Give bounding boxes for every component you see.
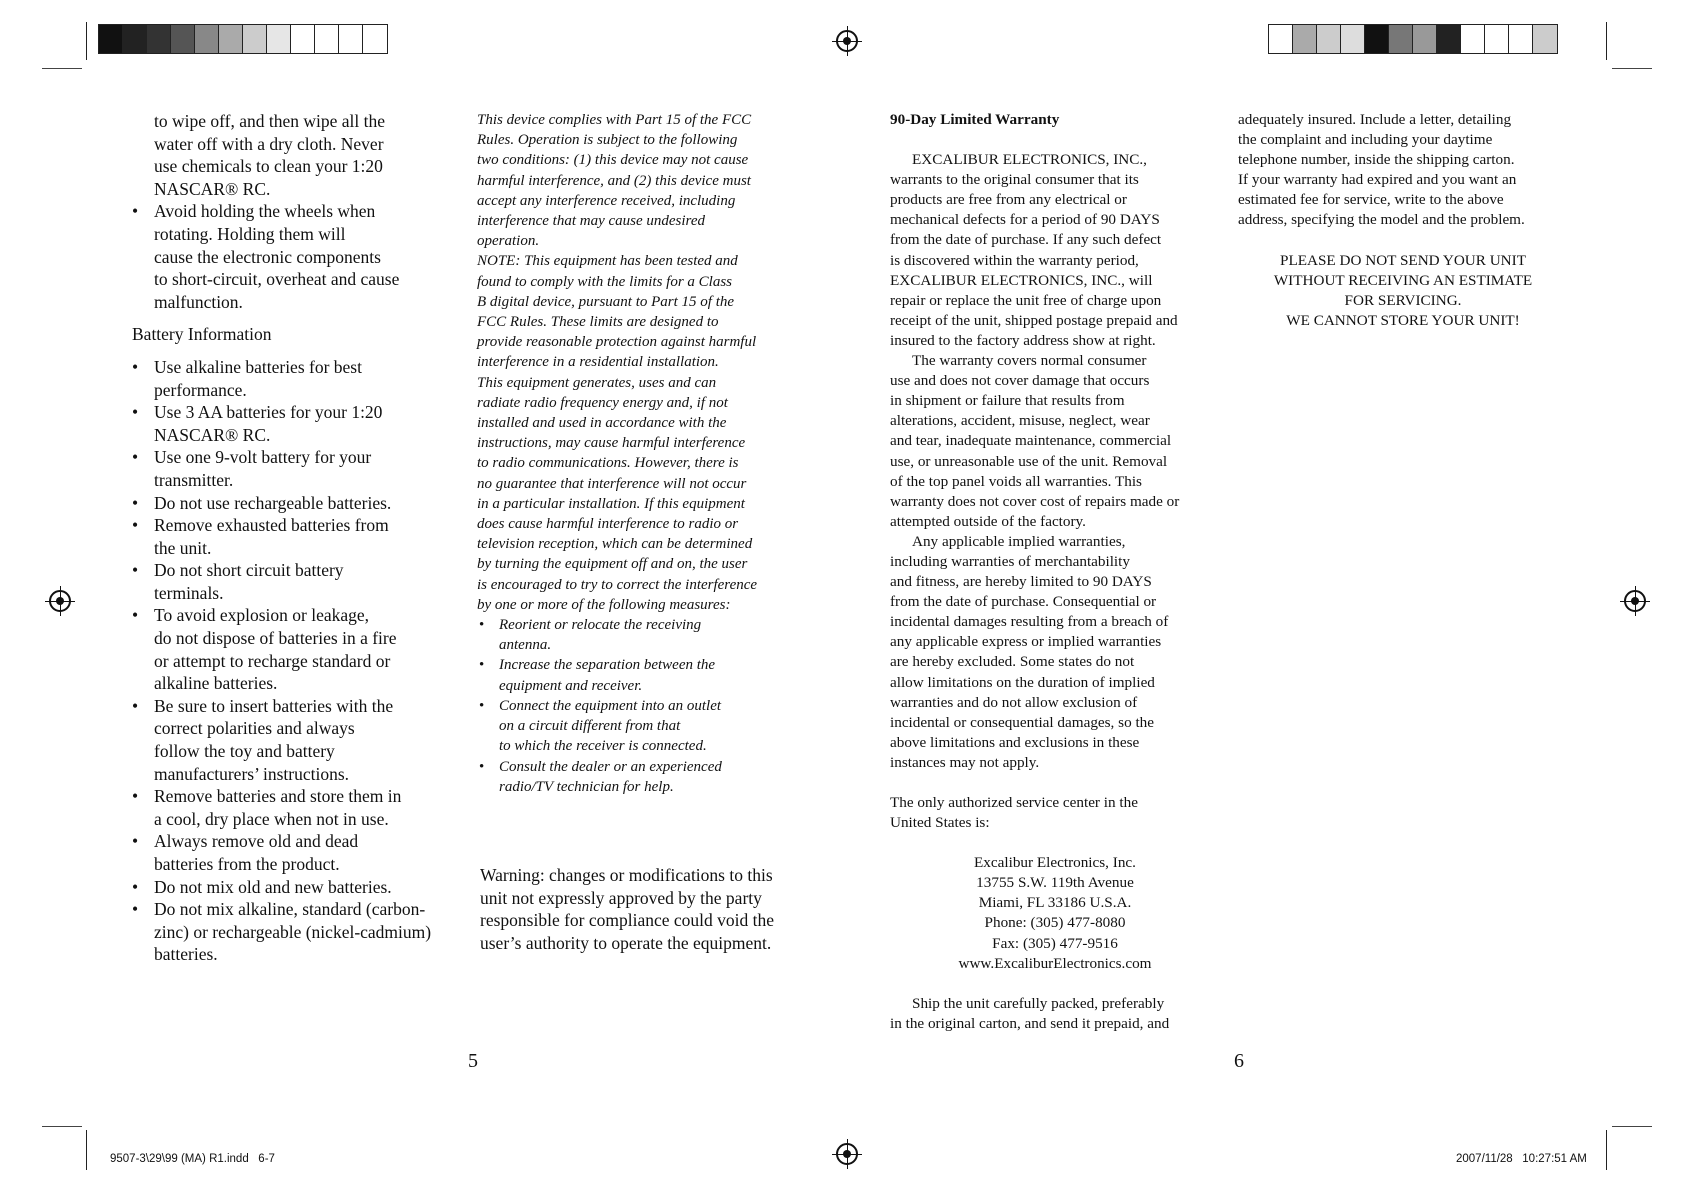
line: • Always remove old and dead [154, 831, 359, 852]
line: 13755 S.W. 119th Avenue [976, 874, 1134, 892]
list-item [132, 876, 457, 899]
line: mechanical defects for a period of 90 DAYS [890, 211, 1160, 229]
line: Rules. Operation is subject to the following [477, 132, 738, 149]
line: responsible for compliance could void the [480, 910, 775, 931]
line: rotating. Holding them will [154, 223, 346, 244]
line: and tear, inadequate maintenance, commercial [890, 432, 1172, 450]
line: www.ExcaliburElectronics.com [958, 954, 1152, 972]
line: follow the toy and battery [154, 741, 335, 762]
line: • Connect the equipment into an outlet [499, 697, 722, 714]
line: If your warranty had expired and you want an [1238, 171, 1517, 189]
line: by turning the equipment off and on, the user [477, 556, 748, 573]
line: alterations, accident, misuse, neglect, wear [890, 412, 1150, 430]
line: allow limitations on the duration of implied [890, 673, 1155, 691]
line: • Increase the separation between the [499, 657, 716, 674]
line: • Reorient or relocate the receiving [499, 617, 702, 634]
line: installed and used in accordance with the [477, 415, 727, 432]
registration-mark-icon [836, 1143, 858, 1165]
line: FOR SERVICING. [1344, 291, 1462, 309]
line: WITHOUT RECEIVING AN ESTIMATE [1273, 271, 1533, 289]
line: Fax: (305) 477-9516 [992, 934, 1118, 952]
line: Phone: (305) 477-8080 [984, 914, 1126, 932]
crop-mark [1612, 1126, 1652, 1127]
footer-timestamp: 2007/11/28 10:27:51 AM [1456, 1153, 1587, 1165]
line: address, specifying the model and the problem. [1238, 211, 1525, 229]
crop-mark [42, 1126, 82, 1127]
line: no guarantee that interference will not occur [477, 475, 747, 492]
list-item [132, 559, 457, 604]
line: accept any interference received, including [477, 192, 736, 209]
line: interference in a residential installation. [477, 354, 719, 371]
line: water off with a dry cloth. Never [154, 133, 384, 154]
registration-mark-icon [49, 590, 71, 612]
line: or attempt to recharge standard or [154, 650, 391, 671]
line: from the date of purchase. Consequential or [890, 593, 1157, 611]
line: in a particular installation. If this equipment [477, 495, 745, 512]
line: do not dispose of batteries in a fire [154, 628, 397, 649]
list-item [132, 695, 457, 785]
line: is discovered within the warranty period, [890, 251, 1139, 269]
battery-heading: Battery Information [132, 324, 272, 345]
line: PLEASE DO NOT SEND YOUR UNIT [1280, 251, 1526, 269]
line: in shipment or failure that results from [890, 392, 1125, 410]
line: • Use alkaline batteries for best [154, 356, 362, 377]
line: found to comply with the limits for a Class [477, 273, 733, 290]
line: antenna. [499, 637, 552, 654]
line: to radio communications. However, there is [477, 455, 739, 472]
line: EXCALIBUR ELECTRONICS, INC., will [890, 271, 1153, 289]
warranty-column [890, 110, 1220, 1034]
line: on a circuit different from that [499, 718, 681, 735]
notice-block [1238, 251, 1568, 331]
line: The warranty covers normal consumer [912, 352, 1147, 370]
line: to wipe off, and then wipe all the [154, 111, 386, 131]
line: the unit. [154, 537, 212, 558]
line: • Avoid holding the wheels when [154, 201, 376, 222]
line: NOTE: This equipment has been tested and [477, 253, 738, 270]
crop-mark [1606, 22, 1607, 60]
footer-filename: 9507-3\29\99 (MA) R1.indd 6-7 [110, 1153, 275, 1165]
list-item [132, 785, 457, 830]
warranty-paragraph [890, 532, 1220, 773]
line: Warning: changes or modifications to this [480, 865, 773, 885]
line: in the original carton, and send it prepaid, and [890, 1014, 1170, 1032]
crop-mark [86, 1130, 87, 1170]
line: performance. [154, 379, 247, 400]
line: batteries. [154, 944, 218, 965]
line: incidental or consequential damages, so the [890, 713, 1155, 731]
line: warranties and do not allow exclusion of [890, 693, 1138, 711]
line: use and does not cover damage that occurs [890, 372, 1150, 390]
line: radio/TV technician for help. [499, 778, 674, 795]
color-bar-right [1268, 24, 1558, 54]
line: warrants to the original consumer that its [890, 171, 1139, 189]
fcc-note [477, 251, 807, 615]
line: cause the electronic components [154, 246, 381, 267]
list-item [132, 492, 457, 515]
line: zinc) or rechargeable (nickel-cadmium) [154, 921, 432, 942]
line: Ship the unit carefully packed, preferably [912, 994, 1165, 1012]
line: provide reasonable protection against harmful [477, 334, 757, 351]
line: B digital device, pursuant to Part 15 of the [477, 293, 735, 310]
intro-bullet-list [132, 110, 457, 313]
line: user’s authority to operate the equipment. [480, 932, 772, 953]
line: from the date of purchase. If any such defect [890, 231, 1162, 249]
warranty-heading: 90-Day Limited Warranty [890, 111, 1060, 128]
line: of the top panel voids all warranties. This [890, 472, 1142, 490]
service-address [890, 853, 1220, 974]
line: interference that may cause undesired [477, 213, 705, 230]
line: • Use one 9-volt battery for your [154, 447, 372, 468]
list-item [132, 514, 457, 559]
line: to which the receiver is connected. [499, 738, 707, 755]
line: • Remove exhausted batteries from [154, 515, 389, 536]
crop-mark [86, 22, 87, 60]
line: two conditions: (1) this device may not cause [477, 152, 749, 169]
line: use, or unreasonable use of the unit. Removal [890, 452, 1168, 470]
line: malfunction. [154, 291, 243, 312]
list-item [132, 830, 457, 875]
line: Excalibur Electronics, Inc. [974, 854, 1136, 872]
line: • Do not use rechargeable batteries. [154, 492, 392, 513]
measures-list [477, 615, 807, 797]
line: equipment and receiver. [499, 677, 643, 694]
line: EXCALIBUR ELECTRONICS, INC., [912, 151, 1147, 169]
line: television reception, which can be determined [477, 536, 753, 553]
line: instances may not apply. [890, 753, 1040, 771]
list-item [477, 615, 807, 655]
line: The only authorized service center in the [890, 794, 1138, 811]
list-item [132, 356, 457, 401]
line: use chemicals to clean your 1:20 [154, 156, 383, 177]
line: radiate radio frequency energy and, if not [477, 394, 728, 411]
line: • Remove batteries and store them in [154, 786, 402, 807]
line: adequately insured. Include a letter, detailing [1238, 111, 1512, 128]
line: insured to the factory address show at right. [890, 331, 1156, 349]
line: Miami, FL 33186 U.S.A. [978, 894, 1132, 912]
line: incidental damages resulting from a breach of [890, 613, 1169, 631]
line: harmful interference, and (2) this device must [477, 172, 751, 189]
line: including warranties of merchantability [890, 552, 1130, 570]
page-number: 5 [468, 1050, 478, 1072]
line: • Consult the dealer or an experienced [499, 758, 722, 775]
line: WE CANNOT STORE YOUR UNIT! [1286, 311, 1520, 329]
warranty-paragraph [890, 150, 1220, 351]
line: • To avoid explosion or leakage, [154, 605, 370, 626]
list-item [132, 110, 457, 200]
line: a cool, dry place when not in use. [154, 808, 389, 829]
line: warranty does not cover cost of repairs made or [890, 492, 1180, 510]
line: by one or more of the following measures: [477, 596, 731, 613]
line: the complaint and including your daytime [1238, 131, 1493, 149]
line: terminals. [154, 582, 224, 603]
line: any applicable express or implied warranties [890, 633, 1162, 651]
line: products are free from any electrical or [890, 191, 1127, 209]
list-item [132, 898, 457, 966]
list-item [132, 200, 457, 313]
crop-mark [42, 68, 82, 69]
line: batteries from the product. [154, 854, 340, 874]
line: operation. [477, 233, 540, 250]
list-item [132, 604, 457, 694]
list-item [477, 696, 807, 757]
line: • Do not mix old and new batteries. [154, 876, 392, 897]
line: instructions, may cause harmful interference [477, 435, 746, 452]
line: telephone number, inside the shipping carton. [1238, 151, 1515, 169]
list-item [132, 446, 457, 491]
line: to short-circuit, overheat and cause [154, 269, 400, 290]
warning-paragraph [480, 864, 810, 954]
line: NASCAR® RC. [154, 424, 271, 445]
warranty-column-continued [1238, 110, 1568, 331]
shipping-paragraph [890, 994, 1220, 1034]
line: are hereby excluded. Some states do not [890, 653, 1135, 671]
line: United States is: [890, 814, 990, 832]
line: FCC Rules. These limits are designed to [477, 314, 719, 331]
line: correct polarities and always [154, 718, 355, 739]
fcc-column [477, 110, 807, 797]
crop-mark [1606, 1130, 1607, 1170]
line: NASCAR® RC. [154, 178, 271, 199]
line: Any applicable implied warranties, [912, 532, 1126, 550]
registration-mark-icon [1624, 590, 1646, 612]
list-item [477, 757, 807, 797]
page-number: 6 [1234, 1050, 1244, 1072]
line: above limitations and exclusions in these [890, 733, 1140, 751]
registration-mark-icon [836, 30, 858, 52]
battery-bullet-list [132, 356, 457, 966]
warranty-paragraph [1238, 110, 1568, 231]
color-bar-left [98, 24, 388, 54]
line: transmitter. [154, 469, 234, 490]
warranty-paragraph [890, 351, 1220, 532]
line: • Do not mix alkaline, standard (carbon- [154, 899, 426, 920]
line: manufacturers’ instructions. [154, 763, 350, 784]
line: • Do not short circuit battery [154, 560, 344, 581]
list-item [132, 401, 457, 446]
line: is encouraged to try to correct the interference [477, 576, 758, 593]
line: • Use 3 AA batteries for your 1:20 [154, 402, 383, 423]
line: This equipment generates, uses and can [477, 374, 717, 391]
fcc-statement [477, 110, 807, 251]
line: This device complies with Part 15 of the FCC [477, 112, 752, 128]
line: receipt of the unit, shipped postage prepaid and [890, 311, 1178, 329]
battery-column [132, 110, 457, 966]
line: estimated fee for service, write to the above [1238, 191, 1504, 209]
line: • Be sure to insert batteries with the [154, 695, 394, 716]
line: unit not expressly approved by the party [480, 887, 762, 908]
line: and fitness, are hereby limited to 90 DAYS [890, 573, 1152, 591]
crop-mark [1612, 68, 1652, 69]
line: does cause harmful interference to radio or [477, 516, 739, 533]
line: attempted outside of the factory. [890, 512, 1086, 530]
list-item [477, 655, 807, 695]
line: alkaline batteries. [154, 673, 278, 694]
line: repair or replace the unit free of charge upon [890, 291, 1162, 309]
service-center-intro [890, 793, 1220, 833]
